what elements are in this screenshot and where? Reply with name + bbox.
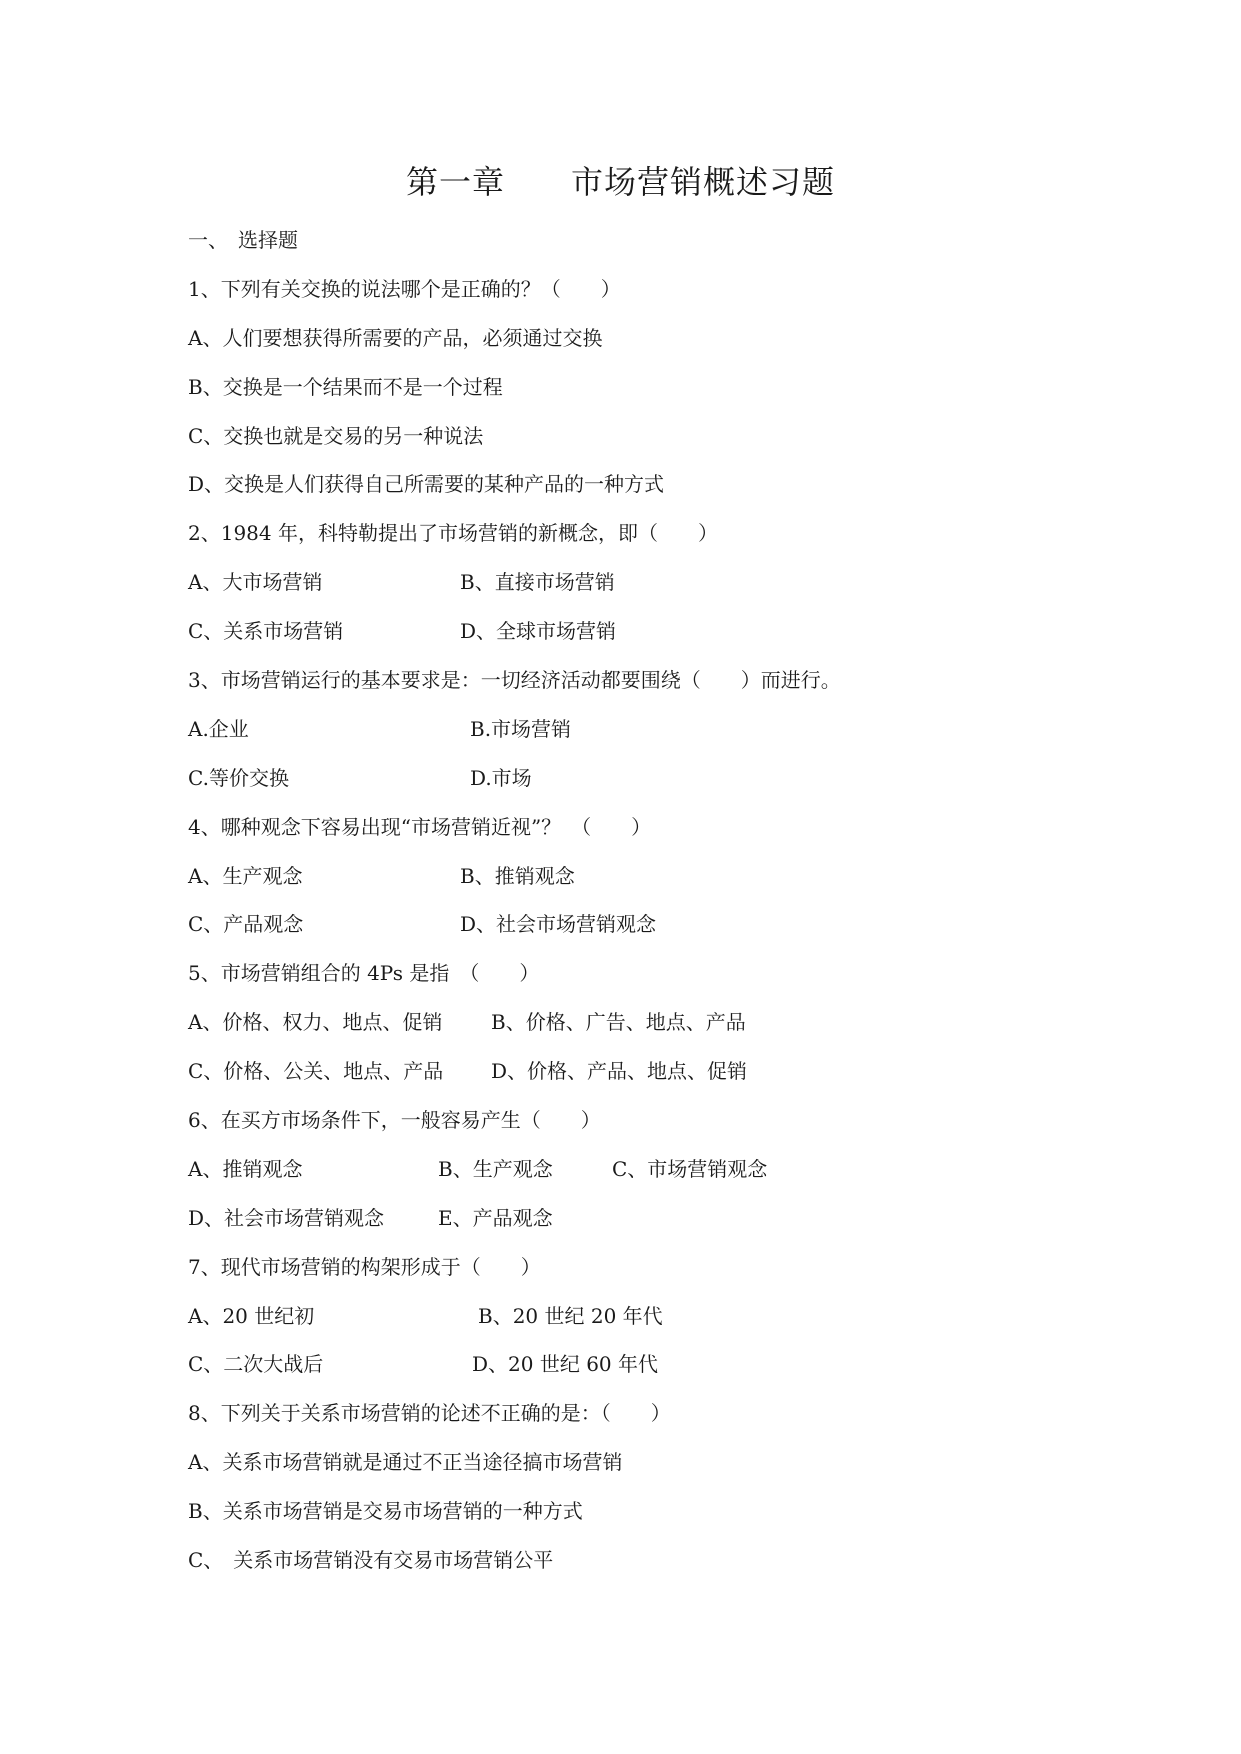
question-6-option-d: D、社会市场营销观念	[188, 1205, 385, 1230]
question-1-option-b: B、交换是一个结果而不是一个过程	[188, 374, 503, 399]
question-3-option-c: C.等价交换	[188, 765, 289, 790]
question-6-option-b: B、生产观念	[438, 1156, 553, 1181]
question-8-option-a: A、关系市场营销就是通过不正当途径搞市场营销	[188, 1450, 623, 1475]
question-6-option-c: C、市场营销观念	[612, 1156, 768, 1181]
question-2-option-d: D、全球市场营销	[460, 619, 617, 644]
question-6-options-row-1	[188, 1151, 1188, 1200]
question-3-option-d: D.市场	[470, 765, 532, 790]
question-4-stem: 4、哪种观念下容易出现“市场营销近视”？ （ ）	[188, 814, 652, 839]
exercise-content	[188, 222, 1188, 1591]
question-2-option-a: A、大市场营销	[188, 570, 323, 595]
question-4-option-c: C、产品观念	[188, 912, 304, 937]
question-3-options-row-1	[188, 711, 1188, 760]
question-3-stem: 3、市场营销运行的基本要求是：一切经济活动都要围绕（ ）而进行。	[188, 668, 841, 693]
question-4-option-b: B、推销观念	[460, 863, 575, 888]
question-2-option-c: C、关系市场营销	[188, 619, 344, 644]
question-7-options-row-1	[188, 1298, 1188, 1347]
question-1-option-a: A、人们要想获得所需要的产品，必须通过交换	[188, 325, 603, 350]
question-4-options-row-2	[188, 906, 1188, 955]
question-8-option-c: C、 关系市场营销没有交易市场营销公平	[188, 1548, 554, 1573]
question-6-options-row-2	[188, 1200, 1188, 1249]
question-5-options-row-2	[188, 1053, 1188, 1102]
question-5-option-a: A、价格、权力、地点、促销	[188, 1010, 443, 1035]
question-7-option-b: B、20 世纪 20 年代	[478, 1303, 663, 1328]
question-5-option-b: B、价格、广告、地点、产品	[491, 1010, 746, 1035]
question-1-option-d: D、交换是人们获得自己所需要的某种产品的一种方式	[188, 472, 665, 497]
question-8-stem: 8、下列关于关系市场营销的论述不正确的是：（ ）	[188, 1401, 671, 1426]
question-7-option-a: A、20 世纪初	[188, 1303, 315, 1328]
question-2-options-row-1	[188, 564, 1188, 613]
question-3-option-a: A.企业	[188, 716, 249, 741]
question-4-option-a: A、生产观念	[188, 863, 303, 888]
question-7-option-c: C、二次大战后	[188, 1352, 324, 1377]
question-7-options-row-2	[188, 1346, 1188, 1395]
question-1-stem: 1、下列有关交换的说法哪个是正确的？（ ）	[188, 276, 621, 301]
section-heading: 一、 选择题	[188, 228, 298, 252]
question-5-options-row-1	[188, 1004, 1188, 1053]
question-2-option-b: B、直接市场营销	[460, 570, 615, 595]
question-3-options-row-2	[188, 760, 1188, 809]
question-1-option-c: C、交换也就是交易的另一种说法	[188, 423, 484, 448]
question-2-stem: 2、1984 年，科特勒提出了市场营销的新概念，即（ ）	[188, 521, 718, 546]
question-6-option-e: E、产品观念	[438, 1205, 553, 1230]
page-title: 第一章 市场营销概述习题	[405, 163, 835, 201]
question-7-stem: 7、现代市场营销的构架形成于（ ）	[188, 1254, 541, 1279]
question-5-stem: 5、市场营销组合的 4Ps 是指 （ ）	[188, 961, 540, 986]
question-8-option-b: B、关系市场营销是交易市场营销的一种方式	[188, 1499, 583, 1524]
question-4-option-d: D、社会市场营销观念	[460, 912, 657, 937]
question-6-stem: 6、在买方市场条件下，一般容易产生（ ）	[188, 1108, 601, 1133]
question-4-options-row-1	[188, 858, 1188, 907]
question-7-option-d: D、20 世纪 60 年代	[472, 1352, 659, 1377]
question-6-option-a: A、推销观念	[188, 1156, 303, 1181]
question-5-option-d: D、价格、产品、地点、促销	[491, 1059, 748, 1084]
question-5-option-c: C、价格、公关、地点、产品	[188, 1059, 444, 1084]
question-3-option-b: B.市场营销	[470, 716, 572, 741]
question-2-options-row-2	[188, 613, 1188, 662]
